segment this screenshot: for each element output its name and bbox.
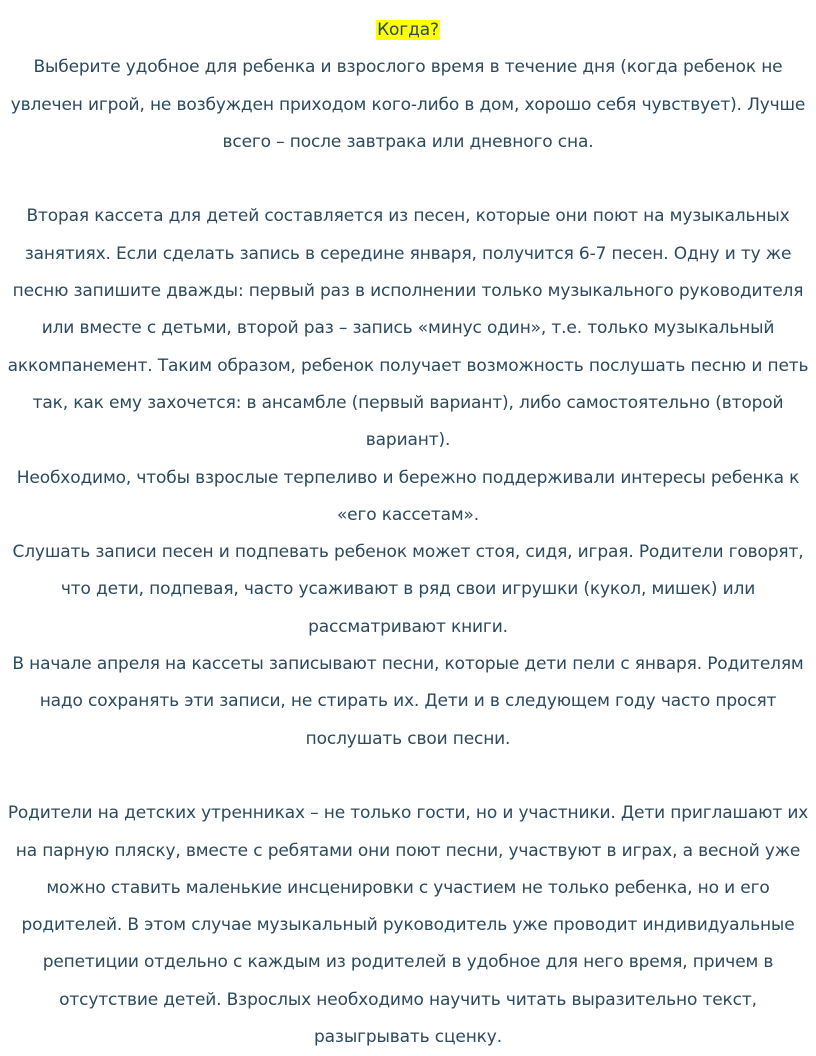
paragraph-gap	[0, 161, 816, 198]
paragraph-listening: Слушать записи песен и подпевать ребенок может стоя, сидя, играя. Родители говорят, что дети, подпевая, часто усаживают в ряд свои игрушки (кукол, мишек) или рассматривают книги.	[12, 542, 804, 637]
paragraph-time-of-day: Выберите удобное для ребенка и взрослого время в течение дня (когда ребенок не увлечен игрой, не возбужден приходом кого-либо в дом, хорошо себя чувствует). Лучше всего – после завтрака или дневного сна.	[10, 57, 806, 152]
heading-line	[0, 12, 816, 49]
heading-when: Когда?	[377, 20, 439, 40]
paragraph-adult-support: Необходимо, чтобы взрослые терпеливо и бережно поддерживали интересы ребенка к «его кассетам».	[16, 467, 800, 525]
paragraph-second-cassette: Вторая кассета для детей составляется из песен, которые они поют на музыкальных занятиях. Если сделать запись в середине января, получится 6-7 песен. Одну и ту же песню запишите дважды: первый раз в исполнении только музыкального руководителя или вместе с детьми, второй раз – запись «минус один», т.е. только музыкальный аккомпанемент. Таким образом, ребенок получает возможность послушать песню и петь так, как ему захочется: в ансамбле (первый вариант), либо самостоятельно (второй вариант).	[7, 206, 809, 451]
paragraph-april-recording: В начале апреля на кассеты записывают песни, которые дети пели с января. Родителям надо сохранять эти записи, не стирать их. Дети и в следующем году часто просят послушать свои песни.	[12, 654, 804, 749]
paragraph-parents-at-matinees: Родители на детских утренниках – не только гости, но и участники. Дети приглашают их на парную пляску, вместе с ребятами они поют песни, участвуют в играх, а весной уже можно ставить маленькие инсценировки с участием не только ребенка, но и его родителей. В этом случае музыкальный руководитель уже проводит индивидуальные репетиции отдельно с каждым из родителей в удобное для него время, причем в отсутствие детей. Взрослых необходимо научить читать выразительно текст, разыгрывать сценку.	[7, 803, 809, 1048]
paragraph-gap	[0, 758, 816, 795]
